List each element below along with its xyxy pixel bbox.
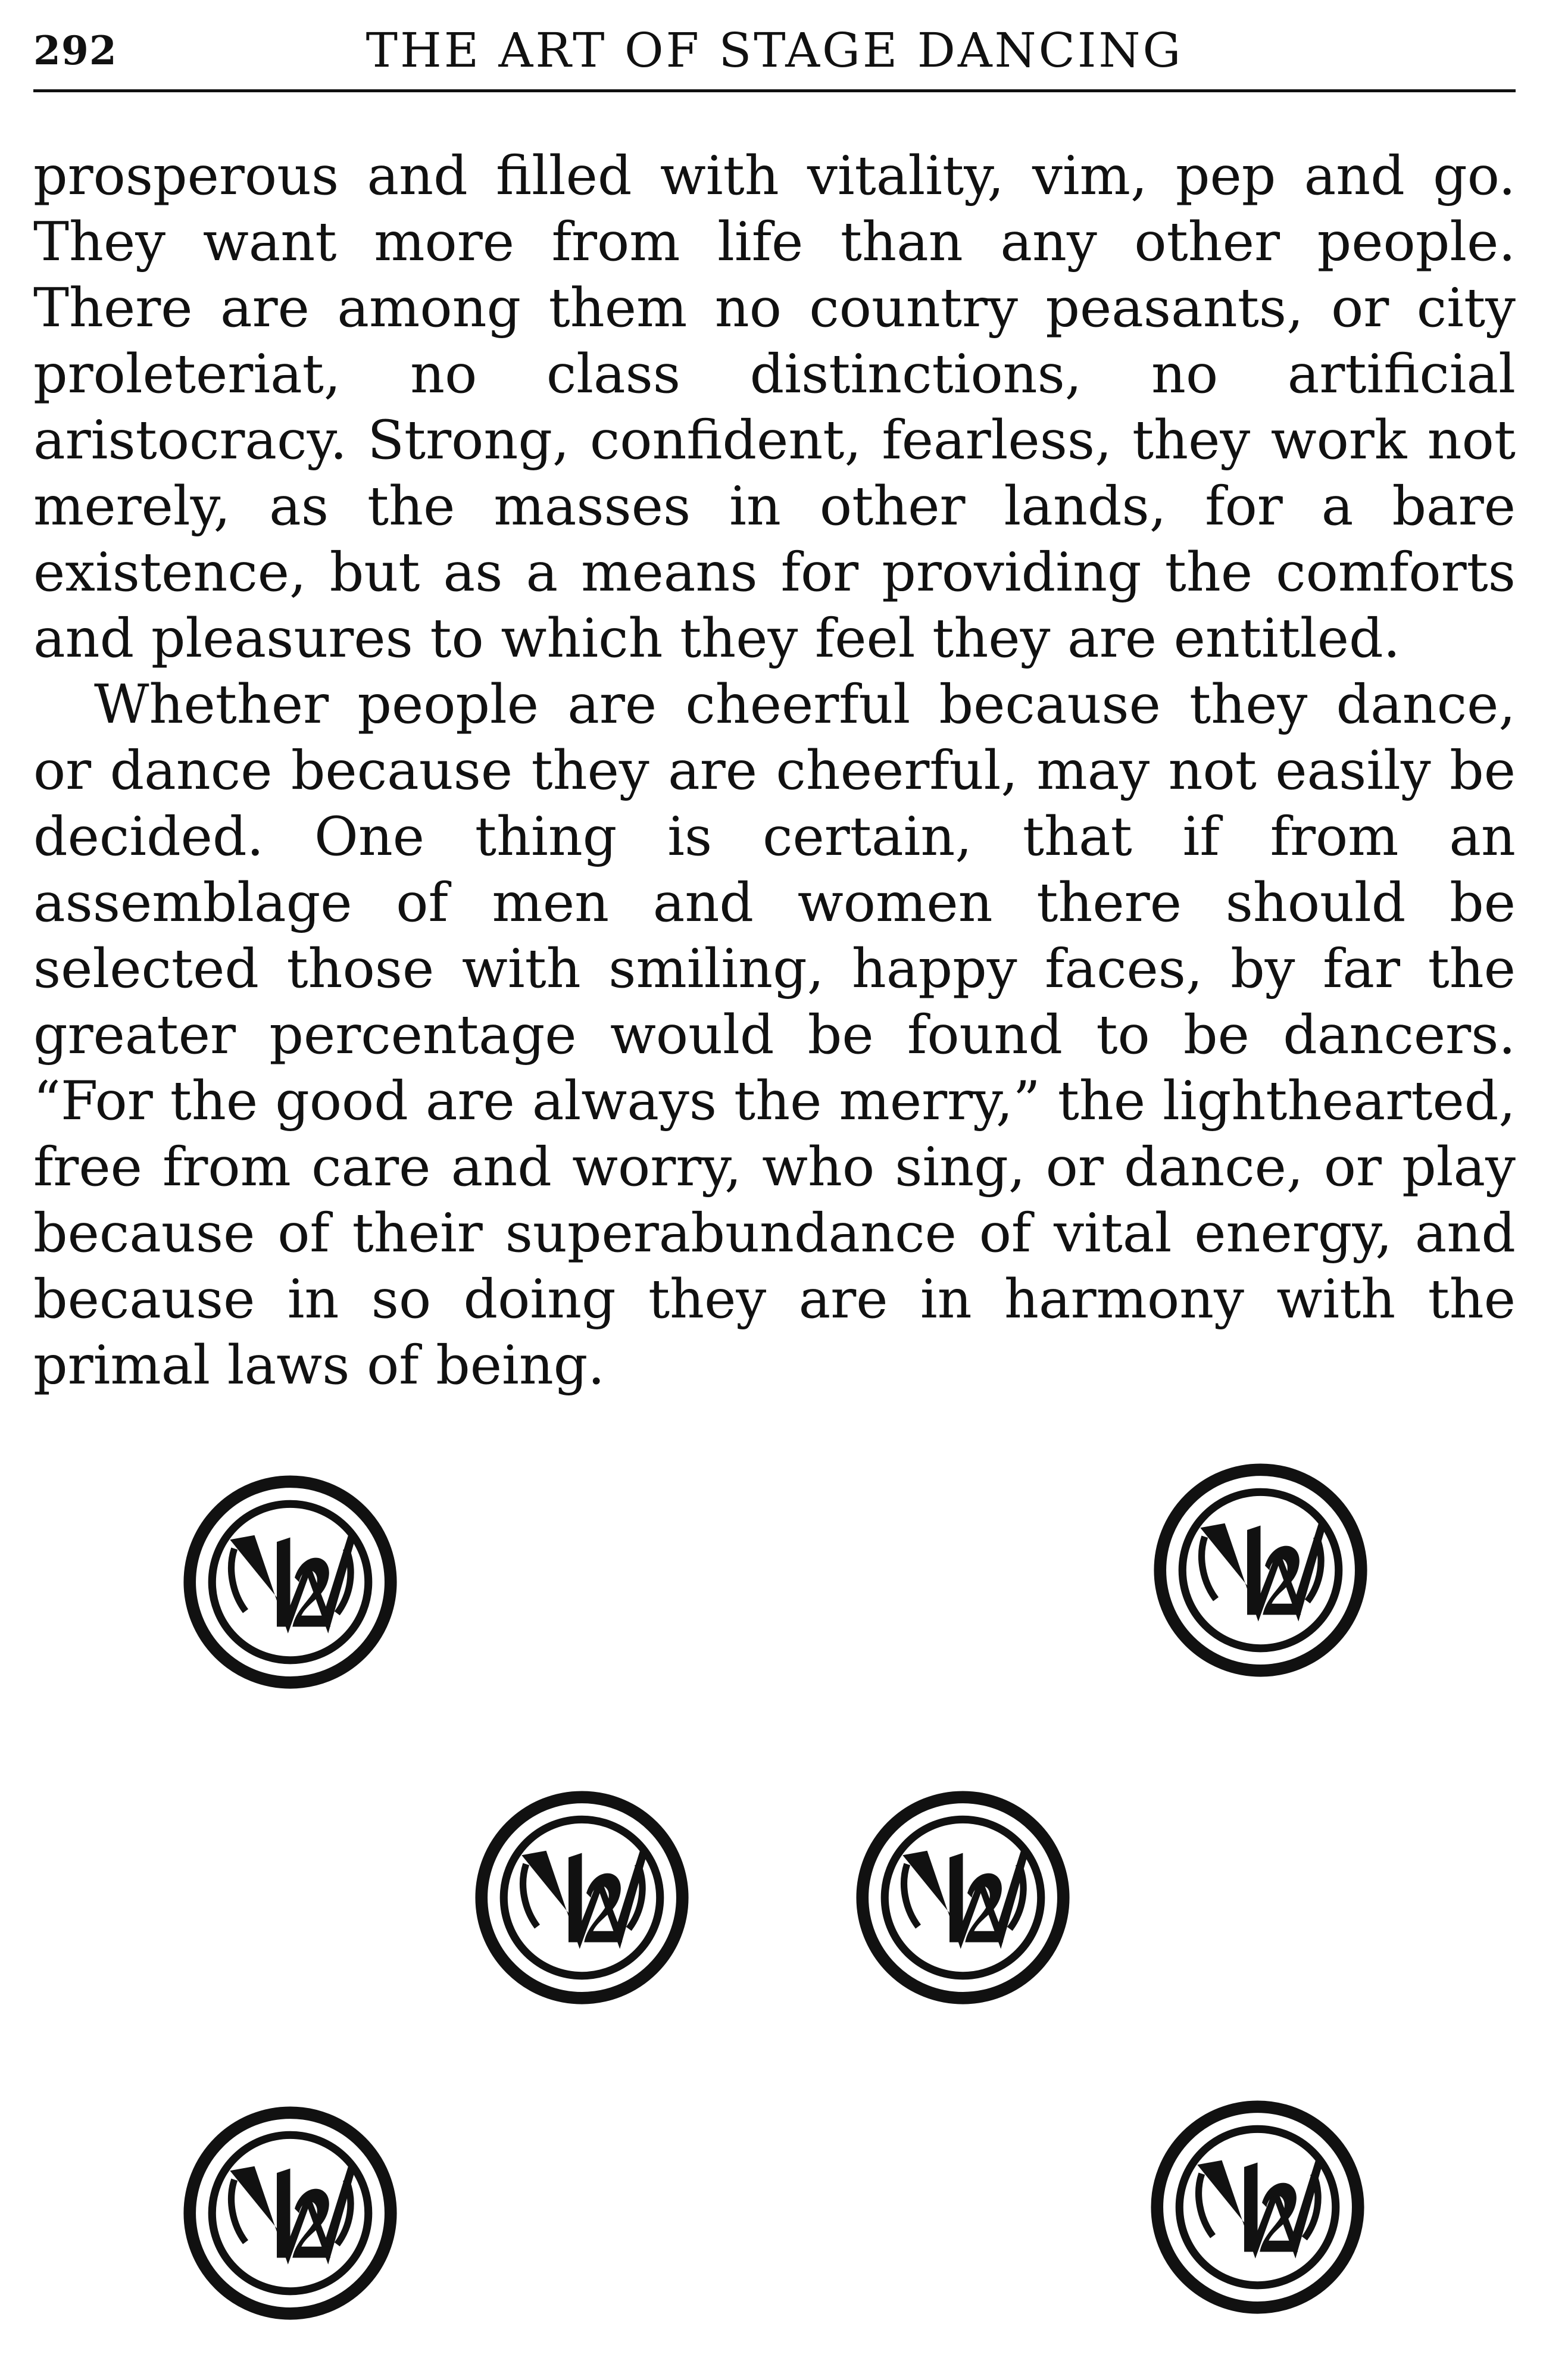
running-title: THE ART OF STAGE DANCING bbox=[366, 23, 1183, 78]
page-number: 292 bbox=[33, 27, 117, 74]
running-head bbox=[33, 24, 1516, 77]
monogram-emblem-icon bbox=[179, 2101, 402, 2325]
paragraph-2: Whether people are cheerful because they dance, or dance because they are cheerful, may not easily be decided. One thing is certain, that if from an assemblage of men and women there should be selected those with smiling, happy faces, by far the greater percentage would be found to be dancers. “For the good are always the merry,” the lighthearted, free from care and worry, who sing, or dance, or play because of their superabundance of vital energy, and because in so doing they are in harmony with the primal laws of being. bbox=[33, 673, 1516, 1397]
paragraph-1: prosperous and filled with vitality, vim, pep and go. They want more from life than any other people. There are among them no country peasants, or city proleteriat, no class distinctions, no artificial aristocracy. Strong, confident, fearless, they work not merely, as the masses in other lands, for a bare existence, but as a means for providing the comforts and pleasures to which they feel they are entitled. bbox=[33, 145, 1516, 670]
body-text bbox=[33, 143, 1516, 1398]
monogram-emblem-icon bbox=[1146, 2096, 1369, 2319]
monogram-emblem-icon bbox=[851, 1786, 1075, 2009]
monogram-emblem-icon bbox=[179, 1470, 402, 1694]
monogram-emblem-icon bbox=[470, 1786, 694, 2009]
header-rule bbox=[33, 89, 1516, 92]
monogram-emblem-icon bbox=[1149, 1459, 1372, 1682]
